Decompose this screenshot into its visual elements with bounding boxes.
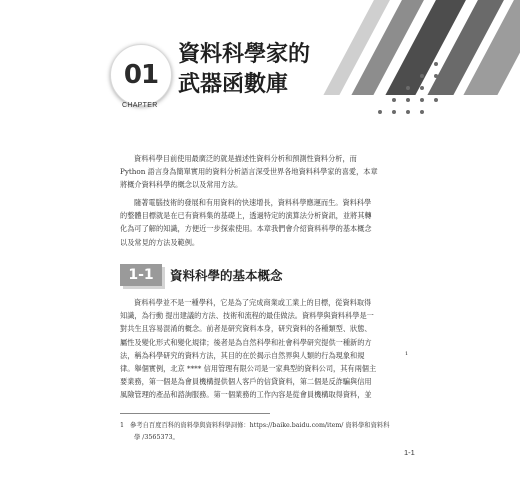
- text-line: 屬性及變化形式和變化規律；後者是為自然科學和社會科學研究提供一種新的方: [120, 337, 372, 347]
- chapter-title-line2: 武器函數庫: [178, 72, 289, 97]
- dot-shape: [420, 86, 424, 90]
- text-line: 將概介資料科學的概念以及常用方法。: [120, 180, 243, 190]
- chapter-title-line1: 資料科學家的: [178, 42, 311, 67]
- dot-shape: [434, 62, 438, 66]
- text-line: 知識，為行動 提出建議的方法、技術和流程的最佳做法。資料學與資料科學是一: [120, 311, 374, 321]
- dot-shape: [434, 86, 438, 90]
- section-number: 1-1: [120, 264, 162, 286]
- page-number: 1-1: [404, 448, 415, 457]
- decorative-stripes: [320, 0, 520, 95]
- text-line: 資料科學目前使用最廣泛的就是描述性資料分析和預測性資料分析，而: [134, 154, 357, 163]
- footnote: [120, 420, 410, 444]
- text-line: Python 語言身為簡單實用的資料分析語言深受世界各地資料科學家的喜愛，本章: [120, 167, 378, 177]
- intro-paragraph-1: [120, 152, 408, 192]
- footnote-line: [120, 420, 410, 432]
- dot-shape: [392, 98, 396, 102]
- text-line: 要業務，第一個是為會員機構提供個人客戶的信貸資料，第二個是反詐騙與信用: [120, 377, 372, 387]
- dot-shape: [434, 74, 438, 78]
- footnote-divider: [120, 413, 270, 414]
- text-line: 律。舉個實例，北京 **** 信用管理有限公司是一家典型的資料公司，其有兩個主: [120, 364, 377, 374]
- footnote-line: 學 /3565373。: [134, 434, 179, 441]
- text-line: 化為可了解的知識，方便近一步探索使用。本章我們會介紹資料科學的基本概念: [120, 224, 372, 234]
- dot-shape: [392, 110, 396, 114]
- chapter-number: 01: [123, 60, 159, 90]
- text-line: [120, 349, 408, 362]
- dot-shape: [434, 98, 438, 102]
- footnote-marker: 1: [120, 422, 125, 429]
- intro-paragraph-2: [120, 196, 408, 249]
- text-line: 風險管理的產品和諮詢服務。第一個業務的工作內容是從會員機構取得資料，並: [120, 390, 372, 400]
- dot-shape: [420, 110, 424, 114]
- text-line: 對共生且容易混淆的概念。前者是研究資料本身，研究資料的各種類型、狀態、: [120, 324, 372, 334]
- chapter-title: [178, 40, 338, 100]
- chapter-number-badge: [110, 44, 172, 106]
- dot-shape: [420, 74, 424, 78]
- dot-shape: [406, 110, 410, 114]
- text-line: 隨著電腦技術的發展和有用資料的快速增長，資料科學應運而生。資料科學: [134, 198, 372, 207]
- section-paragraph: [120, 296, 408, 402]
- dot-shape: [420, 98, 424, 102]
- dot-shape: [406, 98, 410, 102]
- text-line-segment: 法，稱為科學研究的資料方法，其目的在於揭示自然界與人類的行為現象和規: [120, 350, 365, 360]
- dot-shape: [378, 110, 382, 114]
- text-line: 的整體目標就是在已有資料集的基礎上，透過特定的演算法分析資訊，並將其轉: [120, 211, 372, 221]
- footnote-reference[interactable]: 1: [405, 351, 409, 357]
- text-line: 資料科學並不是一種學科，它是為了完成商業或工業上的目標，從資料取得: [134, 298, 372, 307]
- chapter-label: CHAPTER: [122, 102, 158, 109]
- footnote-text: 參考自百度百科的資料學與資料科學詞條：https://baike.baidu.com/item/ 資料學和資料科: [130, 422, 390, 429]
- dot-shape: [406, 86, 410, 90]
- text-line: 以及常見的方法及範例。: [120, 237, 200, 247]
- section-title: 資料科學的基本概念: [170, 268, 283, 283]
